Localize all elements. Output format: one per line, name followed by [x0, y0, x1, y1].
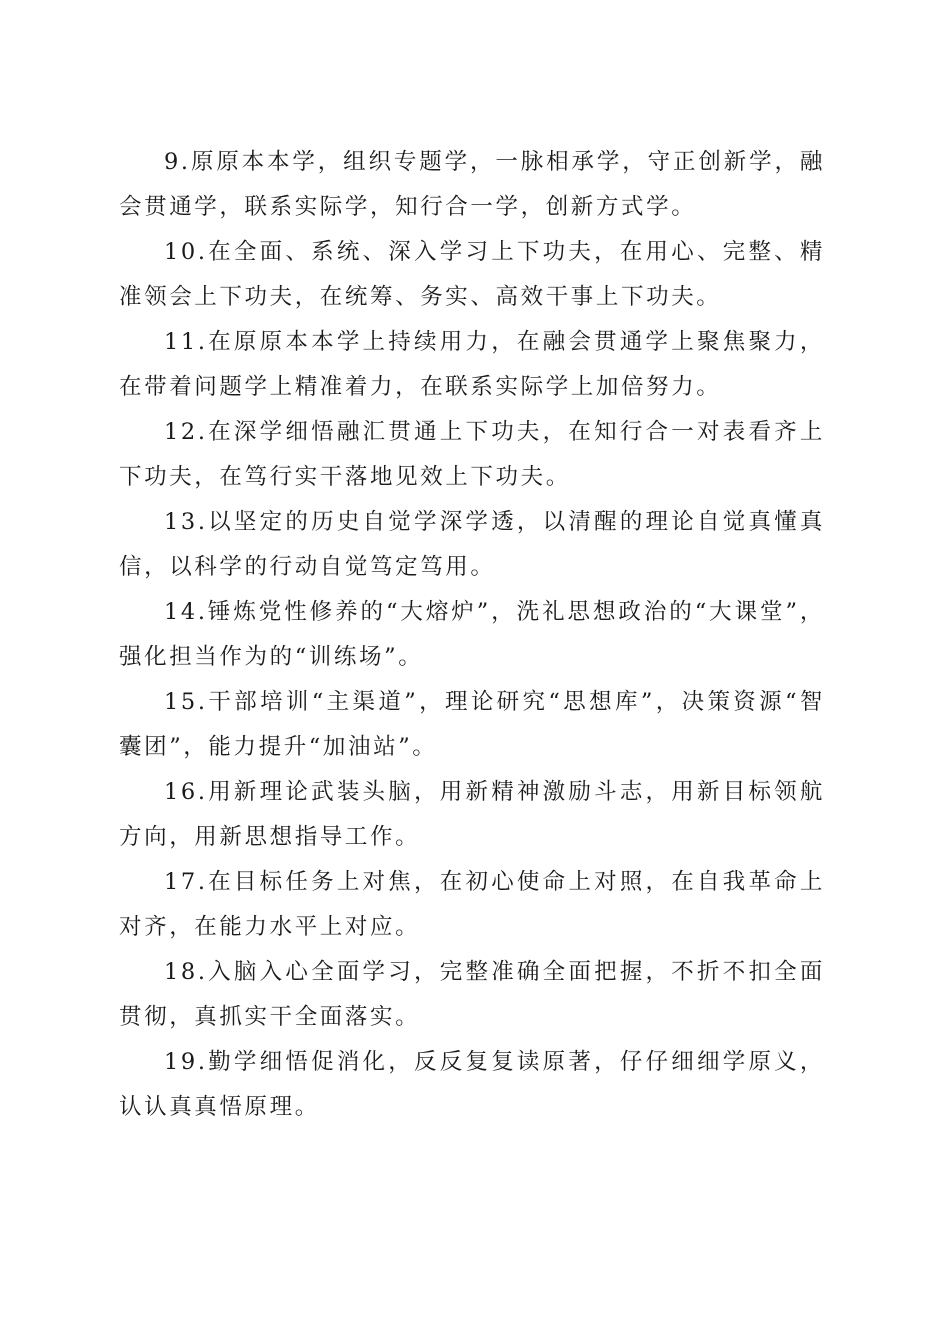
paragraph-item-14: 14.锤炼党性修养的“大熔炉”，洗礼思想政治的“大课堂”，强化担当作为的“训练场”。	[119, 599, 825, 670]
document-body	[119, 140, 825, 1130]
paragraph-item-9: 9.原原本本学，组织专题学，一脉相承学，守正创新学，融会贯通学，联系实际学，知行合一学，创新方式学。	[119, 149, 825, 220]
paragraph-item-17: 17.在目标任务上对焦，在初心使命上对照，在自我革命上对齐，在能力水平上对应。	[119, 869, 825, 940]
paragraph-item-12: 12.在深学细悟融汇贯通上下功夫，在知行合一对表看齐上下功夫，在笃行实干落地见效上下功夫。	[119, 419, 825, 490]
paragraph-item-11: 11.在原原本本学上持续用力，在融会贯通学上聚焦聚力，在带着问题学上精准着力，在联系实际学上加倍努力。	[119, 329, 825, 400]
paragraph-item-13: 13.以坚定的历史自觉学深学透，以清醒的理论自觉真懂真信，以科学的行动自觉笃定笃用。	[119, 509, 825, 580]
paragraph-item-16: 16.用新理论武装头脑，用新精神激励斗志，用新目标领航方向，用新思想指导工作。	[119, 779, 825, 850]
paragraph-item-18: 18.入脑入心全面学习，完整准确全面把握，不折不扣全面贯彻，真抓实干全面落实。	[119, 959, 825, 1030]
paragraph-item-10: 10.在全面、系统、深入学习上下功夫，在用心、完整、精准领会上下功夫，在统筹、务实、高效干事上下功夫。	[119, 239, 825, 310]
paragraph-item-19: 19.勤学细悟促消化，反反复复读原著，仔仔细细学原义，认认真真悟原理。	[119, 1049, 825, 1120]
paragraph-item-15: 15.干部培训“主渠道”，理论研究“思想库”，决策资源“智囊团”，能力提升“加油站”。	[119, 689, 825, 760]
